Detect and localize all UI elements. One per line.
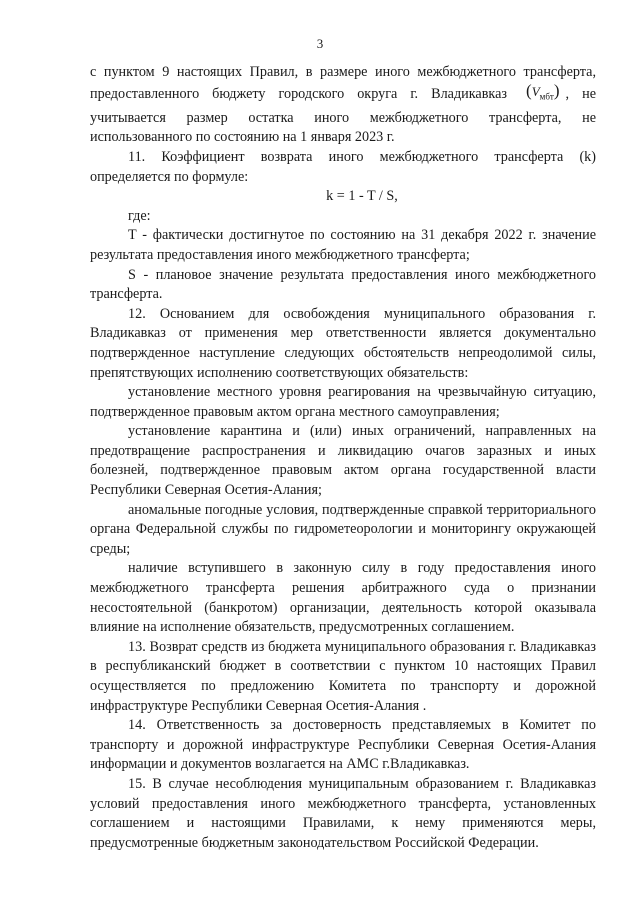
vmbt-subscript: мбт — [539, 91, 554, 102]
where-label: где: — [128, 207, 151, 224]
definition-s: S - плановое значение результата предоставления иного межбюджетного трансферта. — [90, 266, 596, 303]
paragraph-12: 12. Основанием для освобождения муниципального образования г. Владикавказ от применения мер ответственности является документально подтвержденное наступление следующих обстоятельств непреодолимой силы, препятствующих исполнению соответствующих обязательств: — [90, 305, 596, 381]
paragraph-continuation-part-2: , не учитывается размер остатка иного межбюджетного трансферта, не использованного по состоянию на 1 января 2023 г. — [90, 85, 596, 146]
page-number: 3 — [316, 36, 324, 51]
paragraph-continuation-part-1: с пунктом 9 настоящих Правил, в размере иного межбюджетного трансферта, предоставленного бюджету городского округа г. Владикавказ — [90, 64, 596, 102]
vmbt-symbol: V — [531, 83, 540, 99]
vmbt-formula-symbol: $(V_{мбт})$ — [526, 80, 560, 102]
definition-t: T - фактически достигнутое по состоянию на 31 декабря 2022 г. значение результата предоставления иного межбюджетного трансферта; — [90, 227, 596, 263]
paragraph-15: 15. В случае несоблюдения муниципальным образованием г. Владикавказ условий предоставления иного межбюджетного трансферта, установленных соглашением и настоящими Правилами, к нему применяются меры, предусмотренные бюджетным законодательством Российской Федерации. — [90, 775, 596, 851]
paragraph-14: 14. Ответственность за достоверность представляемых в Комитет по транспорту и дорожной инфраструктуре Республики Северная Осетия-Алания информации и документов возлагается на АМС г.Владикавказ. — [90, 717, 596, 773]
paragraph-11: 11. Коэффициент возврата иного межбюджетного трансферта (k) определяется по формуле: — [90, 148, 596, 185]
paragraph-continuation — [90, 63, 596, 148]
paragraph-12-item-bankruptcy: наличие вступившего в законную силу в году предоставления иного межбюджетного трансферта решения арбитражного суда о признании несостоятельной (банкротом) организации, деятельность которой оказывала влияние на исполнение обязательств, предусмотренных соглашением. — [90, 560, 596, 636]
paragraph-12-item-emergency: установление местного уровня реагирования на чрезвычайную ситуацию, подтвержденное правовым актом органа местного самоуправления; — [90, 384, 596, 420]
paragraph-13: 13. Возврат средств из бюджета муниципального образования г. Владикавказ в республиканский бюджет в соответствии с пунктом 10 настоящих Правил осуществляется по предложению Комитета по транспорту и дорожной инфраструктуре Республики Северная Осетия-Алания . — [90, 638, 596, 714]
paragraph-12-item-weather: аномальные погодные условия, подтвержденные справкой территориального органа Федеральной службы по гидрометеорологии и мониторингу окружающей среды; — [90, 501, 596, 557]
paragraph-12-item-quarantine: установление карантина и (или) иных ограничений, направленных на предотвращение распространения и ликвидацию очагов заразных и иных болезней, подтвержденное правовым актом органа государственной власти Республики Северная Осетия-Алания; — [90, 423, 596, 499]
formula: k = 1 - T / S, — [326, 188, 398, 205]
document-body — [90, 63, 596, 853]
